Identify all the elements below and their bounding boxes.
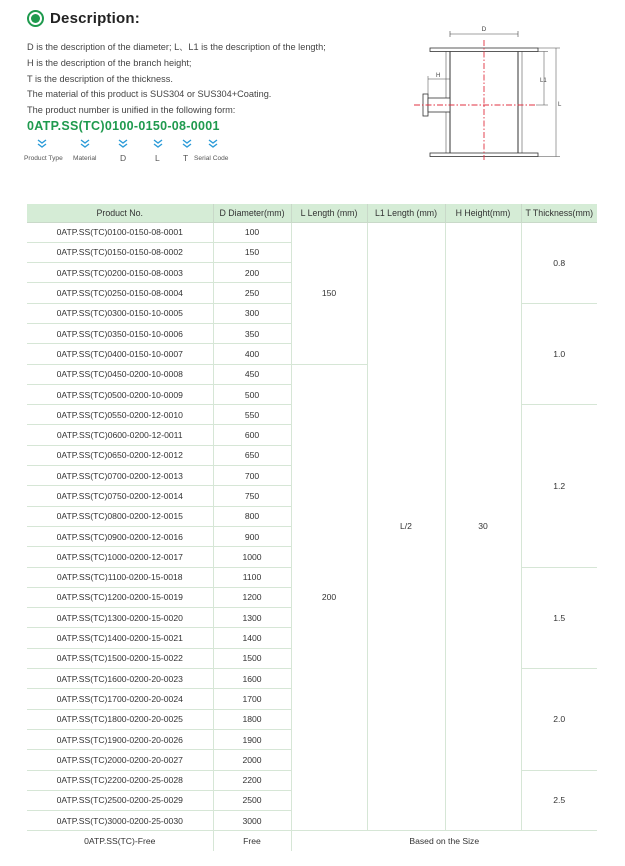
cell-thickness: 1.2 [521,405,597,567]
cell-diameter: 350 [213,323,291,343]
cell-diameter: 3000 [213,811,291,831]
chevron-down-icon [181,138,193,150]
cell-diameter: 2000 [213,750,291,770]
cell-product-no: 0ATP.SS(TC)0200-0150-08-0003 [27,263,213,283]
cell-product-no: 0ATP.SS(TC)0600-0200-12-0011 [27,425,213,445]
cell-product-no: 0ATP.SS(TC)1300-0200-15-0020 [27,608,213,628]
dim-label-l: L [558,102,562,108]
cell-product-no: 0ATP.SS(TC)0500-0200-10-0009 [27,384,213,404]
cell-thickness: 1.0 [521,303,597,404]
header-l-length: L Length (mm) [291,204,367,222]
cell-product-no: 0ATP.SS(TC)0700-0200-12-0013 [27,466,213,486]
cell-product-no: 0ATP.SS(TC)3000-0200-25-0030 [27,811,213,831]
cell-product-no: 0ATP.SS(TC)0550-0200-12-0010 [27,405,213,425]
cell-product-no: 0ATP.SS(TC)0150-0150-08-0002 [27,242,213,262]
cell-product-no: 0ATP.SS(TC)1800-0200-20-0025 [27,709,213,729]
cell-product-no: 0ATP.SS(TC)0900-0200-12-0016 [27,526,213,546]
tee-pipe-drawing [408,22,573,162]
description-text [27,40,326,119]
cell-thickness: 2.0 [521,669,597,770]
cell-diameter: 100 [213,222,291,242]
cell-product-no: 0ATP.SS(TC)0800-0200-12-0015 [27,506,213,526]
cell-h-height: 30 [445,222,521,831]
header-h-height: H Height(mm) [445,204,521,222]
cell-product-no: 0ATP.SS(TC)1200-0200-15-0019 [27,587,213,607]
cell-diameter: 750 [213,486,291,506]
cell-product-no: 0ATP.SS(TC)1400-0200-15-0021 [27,628,213,648]
cell-diameter: 250 [213,283,291,303]
cell-product-no: 0ATP.SS(TC)2000-0200-20-0027 [27,750,213,770]
header-l1-length: L1 Length (mm) [367,204,445,222]
cell-diameter: 150 [213,242,291,262]
description-line: T is the description of the thickness. [27,73,173,84]
header-product-no: Product No. [27,204,213,222]
chevron-down-icon [36,138,48,150]
cell-product-no: 0ATP.SS(TC)-Free [27,831,213,851]
description-header [27,10,140,27]
chevron-down-icon [207,138,219,150]
cell-diameter: Free [213,831,291,851]
cell-diameter: 1400 [213,628,291,648]
cell-diameter: 1500 [213,648,291,668]
section-title: Description: [50,10,140,27]
cell-l1-length: L/2 [367,222,445,831]
cell-product-no: 0ATP.SS(TC)1500-0200-15-0022 [27,648,213,668]
chevron-down-icon [152,138,164,150]
cell-product-no: 0ATP.SS(TC)0400-0150-10-0007 [27,344,213,364]
dim-label-l1: L1 [540,78,547,84]
cell-diameter: 1200 [213,587,291,607]
table-row [27,222,597,242]
code-label: L [155,153,160,163]
spec-table [27,204,597,851]
cell-product-no: 0ATP.SS(TC)0650-0200-12-0012 [27,445,213,465]
cell-diameter: 600 [213,425,291,445]
cell-diameter: 1100 [213,567,291,587]
product-code-example: 0ATP.SS(TC)0100-0150-08-0001 [27,119,220,133]
code-label: Product Type [24,155,63,162]
cell-diameter: 1800 [213,709,291,729]
cell-diameter: 1300 [213,608,291,628]
cell-diameter: 400 [213,344,291,364]
cell-product-no: 0ATP.SS(TC)1600-0200-20-0023 [27,669,213,689]
cell-product-no: 0ATP.SS(TC)1000-0200-12-0017 [27,547,213,567]
cell-diameter: 450 [213,364,291,384]
description-line: D is the description of the diameter; L、L1 is the description of the length; [27,42,326,52]
code-label: Material [73,155,97,162]
cell-l-length: 200 [291,364,367,831]
cell-diameter: 300 [213,303,291,323]
cell-diameter: 500 [213,384,291,404]
cell-thickness: 2.5 [521,770,597,831]
cell-diameter: 2500 [213,790,291,810]
radio-bullet-icon [27,10,44,27]
cell-product-no: 0ATP.SS(TC)1100-0200-15-0018 [27,567,213,587]
cell-product-no: 0ATP.SS(TC)2500-0200-25-0029 [27,790,213,810]
code-label: Serial Code [194,155,229,162]
table-row-free [27,831,597,851]
cell-diameter: 550 [213,405,291,425]
cell-diameter: 650 [213,445,291,465]
cell-product-no: 0ATP.SS(TC)1900-0200-20-0026 [27,729,213,749]
cell-diameter: 1600 [213,669,291,689]
cell-product-no: 0ATP.SS(TC)0250-0150-08-0004 [27,283,213,303]
cell-based-on-size: Based on the Size [291,831,597,851]
cell-product-no: 0ATP.SS(TC)0350-0150-10-0006 [27,323,213,343]
code-label: D [120,153,127,163]
cell-diameter: 1700 [213,689,291,709]
cell-product-no: 0ATP.SS(TC)0750-0200-12-0014 [27,486,213,506]
dim-label-d: D [481,26,487,33]
cell-diameter: 700 [213,466,291,486]
cell-diameter: 1000 [213,547,291,567]
header-diameter: D Diameter(mm) [213,204,291,222]
table-header-row [27,204,597,222]
cell-diameter: 200 [213,263,291,283]
cell-product-no: 0ATP.SS(TC)0450-0200-10-0008 [27,364,213,384]
cell-diameter: 800 [213,506,291,526]
description-line: H is the description of the branch height; [27,57,192,68]
cell-product-no: 0ATP.SS(TC)2200-0200-25-0028 [27,770,213,790]
cell-product-no: 0ATP.SS(TC)1700-0200-20-0024 [27,689,213,709]
cell-product-no: 0ATP.SS(TC)0300-0150-10-0005 [27,303,213,323]
cell-diameter: 2200 [213,770,291,790]
header-thickness: T Thickness(mm) [521,204,597,222]
cell-thickness: 0.8 [521,222,597,303]
dim-label-h: H [436,73,441,79]
description-line: The product number is unified in the following form: [27,105,236,116]
chevron-down-icon [117,138,129,150]
cell-product-no: 0ATP.SS(TC)0100-0150-08-0001 [27,222,213,242]
cell-l-length: 150 [291,222,367,364]
cell-diameter: 1900 [213,729,291,749]
cell-thickness: 1.5 [521,567,597,668]
cell-diameter: 900 [213,526,291,546]
code-label: T [183,153,189,163]
description-line: The material of this product is SUS304 or SUS304+Coating. [27,89,272,100]
chevron-down-icon [79,138,91,150]
